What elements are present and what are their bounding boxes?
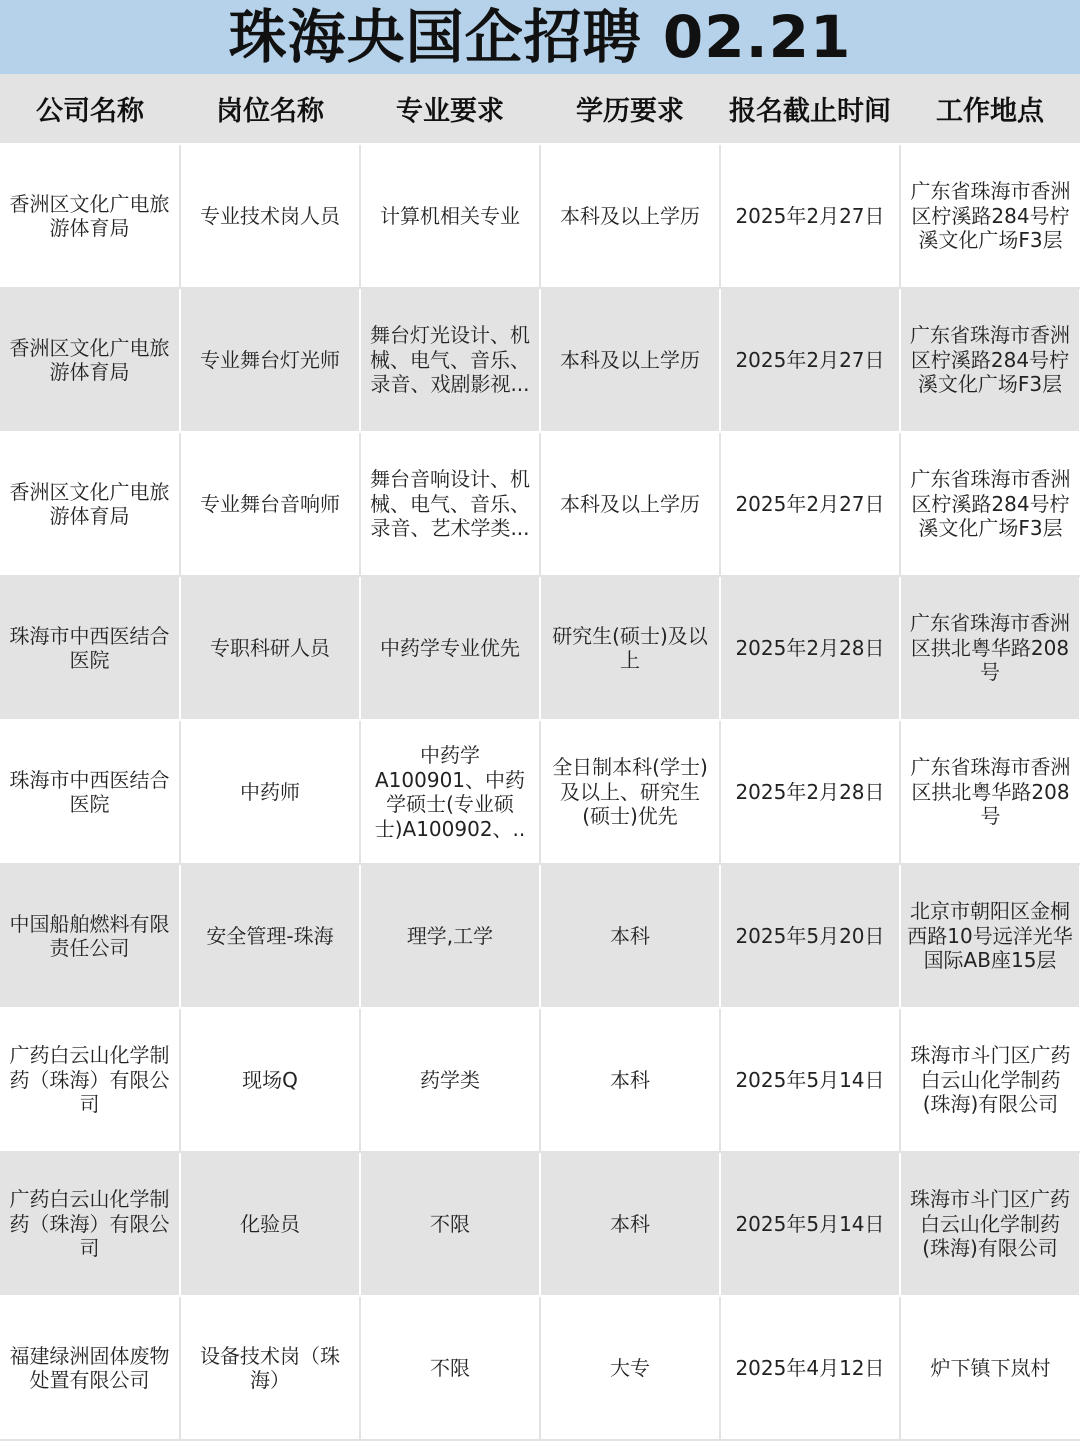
cell-deadline: 2025年2月28日 [720, 576, 900, 720]
cell-deadline: 2025年2月27日 [720, 144, 900, 288]
cell-major: 舞台灯光设计、机械、电气、音乐、录音、戏剧影视... [360, 288, 540, 432]
cell-company: 珠海市中西医结合医院 [0, 576, 180, 720]
cell-education: 研究生(硕士)及以上 [540, 576, 720, 720]
cell-deadline: 2025年5月14日 [720, 1008, 900, 1152]
cell-education: 本科 [540, 1152, 720, 1296]
page-title: 珠海央国企招聘 02.21 [228, 3, 852, 71]
cell-location: 广东省珠海市香洲区柠溪路284号柠溪文化广场F3层 [900, 144, 1080, 288]
table-row [0, 864, 1080, 1008]
cell-education: 全日制本科(学士)及以上、研究生(硕士)优先 [540, 720, 720, 864]
table-row [0, 432, 1080, 576]
cell-position: 现场Q [180, 1008, 360, 1152]
cell-company: 香洲区文化广电旅游体育局 [0, 288, 180, 432]
cell-location: 广东省珠海市香洲区拱北粤华路208号 [900, 576, 1080, 720]
cell-company: 中国船舶燃料有限责任公司 [0, 864, 180, 1008]
cell-location: 北京市朝阳区金桐西路10号远洋光华国际AB座15层 [900, 864, 1080, 1008]
cell-location: 珠海市斗门区广药白云山化学制药(珠海)有限公司 [900, 1008, 1080, 1152]
cell-location: 珠海市斗门区广药白云山化学制药(珠海)有限公司 [900, 1152, 1080, 1296]
cell-deadline: 2025年2月28日 [720, 720, 900, 864]
column-header-location: 工作地点 [900, 74, 1080, 144]
cell-company: 福建绿洲固体废物处置有限公司 [0, 1296, 180, 1440]
cell-major: 药学类 [360, 1008, 540, 1152]
cell-major: 不限 [360, 1152, 540, 1296]
table-header-row [0, 74, 1080, 144]
cell-location: 广东省珠海市香洲区拱北粤华路208号 [900, 720, 1080, 864]
cell-position: 安全管理-珠海 [180, 864, 360, 1008]
recruitment-table [0, 74, 1080, 1441]
column-header-major: 专业要求 [360, 74, 540, 144]
table-row [0, 288, 1080, 432]
table-row [0, 144, 1080, 288]
cell-position: 设备技术岗（珠海） [180, 1296, 360, 1440]
cell-education: 本科及以上学历 [540, 144, 720, 288]
cell-position: 专职科研人员 [180, 576, 360, 720]
cell-position: 专业舞台灯光师 [180, 288, 360, 432]
cell-location: 广东省珠海市香洲区柠溪路284号柠溪文化广场F3层 [900, 432, 1080, 576]
cell-education: 本科 [540, 1008, 720, 1152]
cell-position: 专业技术岗人员 [180, 144, 360, 288]
column-header-education: 学历要求 [540, 74, 720, 144]
cell-company: 广药白云山化学制药（珠海）有限公司 [0, 1008, 180, 1152]
cell-deadline: 2025年2月27日 [720, 432, 900, 576]
column-header-deadline: 报名截止时间 [720, 74, 900, 144]
table-row [0, 720, 1080, 864]
cell-deadline: 2025年4月12日 [720, 1296, 900, 1440]
cell-location: 炉下镇下岚村 [900, 1296, 1080, 1440]
column-header-position: 岗位名称 [180, 74, 360, 144]
cell-position: 中药师 [180, 720, 360, 864]
column-header-company: 公司名称 [0, 74, 180, 144]
cell-company: 广药白云山化学制药（珠海）有限公司 [0, 1152, 180, 1296]
table-row [0, 1152, 1080, 1296]
cell-company: 香洲区文化广电旅游体育局 [0, 432, 180, 576]
table-row [0, 576, 1080, 720]
cell-deadline: 2025年5月14日 [720, 1152, 900, 1296]
title-banner [0, 0, 1080, 74]
cell-position: 专业舞台音响师 [180, 432, 360, 576]
cell-education: 本科及以上学历 [540, 432, 720, 576]
cell-company: 香洲区文化广电旅游体育局 [0, 144, 180, 288]
cell-major: 中药学专业优先 [360, 576, 540, 720]
cell-major: 舞台音响设计、机械、电气、音乐、录音、艺术学类... [360, 432, 540, 576]
cell-major: 计算机相关专业 [360, 144, 540, 288]
cell-major: 中药学A100901、中药学硕士(专业硕士)A100902、.. [360, 720, 540, 864]
table-row [0, 1008, 1080, 1152]
cell-major: 不限 [360, 1296, 540, 1440]
cell-location: 广东省珠海市香洲区柠溪路284号柠溪文化广场F3层 [900, 288, 1080, 432]
cell-education: 本科及以上学历 [540, 288, 720, 432]
cell-major: 理学,工学 [360, 864, 540, 1008]
cell-deadline: 2025年2月27日 [720, 288, 900, 432]
cell-education: 大专 [540, 1296, 720, 1440]
cell-deadline: 2025年5月20日 [720, 864, 900, 1008]
table-row [0, 1296, 1080, 1440]
cell-position: 化验员 [180, 1152, 360, 1296]
cell-education: 本科 [540, 864, 720, 1008]
cell-company: 珠海市中西医结合医院 [0, 720, 180, 864]
